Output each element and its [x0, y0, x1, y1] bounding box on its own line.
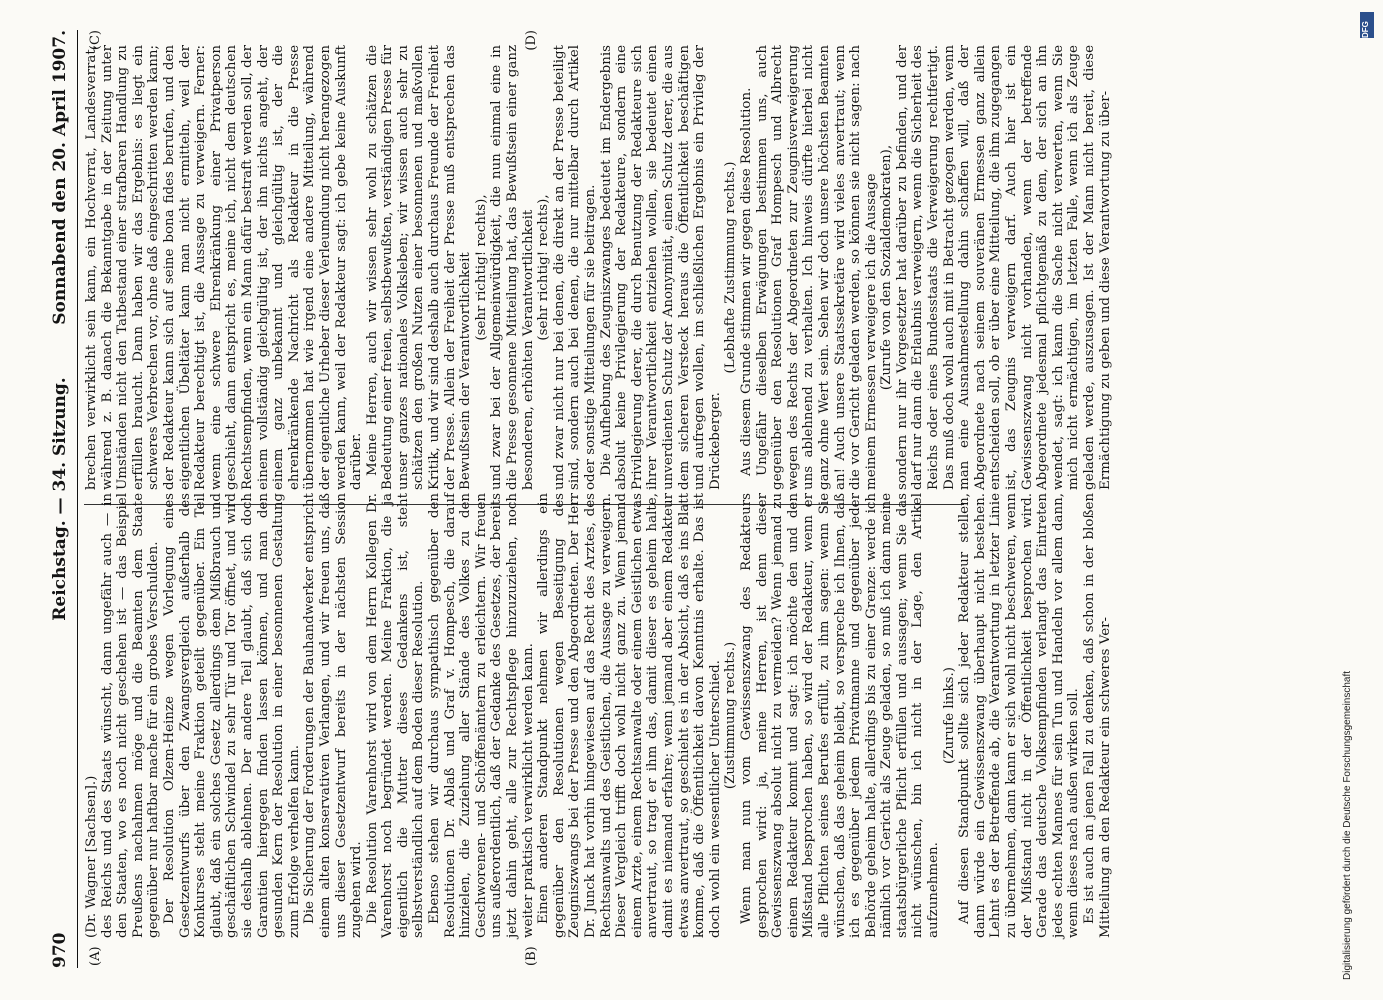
page-header: [46, 30, 74, 968]
paragraph: Der Resolution Olzem-Heinze wegen Vorlegung eines Gesetzentwurfs über den Zwangsvergleich außerhalb des Konkurses steht meine Fraktion geteilt gegenüber. Ein Teil glaubt, daß ein solches Gesetz allerdings dem Mißbrauch und geschäftlichen Schwindel zu sehr Tür und Tor öffnet, und wird sie deshalb ablehnen. Der andere Teil glaubt, daß sich doch Garantien hiergegen finden lassen können, und man den gesunden Kern der Resolution in einer besonnenen Gestaltung zum Erfolge verhelfen kann.: [161, 493, 302, 938]
digitization-note: Digitalisierung gefördert durch die Deutsche Forschungsgemeinschaft: [1342, 670, 1353, 980]
paragraph: Aus diesem Grunde stimmen wir gegen diese Resolution.: [738, 87, 754, 476]
paragraph: brechen verwirklicht sein kann, ein Hochverrat, Landesverrat, während z. B. danach die Bekanntgabe in der Zeitung unter Umständen nicht den Tatbestand einer strafbaren Handlung zu erfüllen braucht. Dann haben wir das Ergebnis: es liegt ein schweres Verbrechen vor, ohne daß eingeschritten werden kann; der Redakteur kann sich auf seine bona fides berufen, und den eigentlichen Übeltäter kann man nicht ermitteln, weil der Redakteur berechtigt ist, die Aussage zu verweigern. Ferner: wenn eine schwere Ehrenkränkung einer Privatperson geschieht, dann entspricht es, meine ich, nicht dem deutschen Rechtsempfinden, wenn ein Mann dafür bestraft werden soll, der einem vollständig gleichgültig ist, der ihn nichts angeht, der einem ganz unbekannt und gleichgültig ist, der die ehrenkränkende Nachricht als Redakteur in die Presse übernommen hat wie irgend eine andere Mitteilung, während der eigentliche Urheber dieser Verleumdung nicht herangezogen werden kann, weil der Redakteur sagt: ich gebe keine Auskunft darüber.: [84, 45, 365, 490]
paragraph: Einen anderen Standpunkt nehmen wir allerdings ein gegenüber den Resolutionen wegen Beseitigung des Zeugniszwangs bei der Presse und den Abgeordneten. Der Herr Dr. Junck hat vorhin hingewiesen auf das Recht des Arztes, des Rechtsanwalts und des Geistlichen, die Aussage zu verweigern. Dieser Vergleich trifft doch wohl nicht ganz zu. Wenn jemand einem Arzte, einem Rechtsanwalte oder einem Geistlichen etwas anvertraut, so tragt er ihm das, damit dieser es geheim halte, damit es niemand erfahre; wenn jemand aber einem Redakteur etwas anvertraut, so geschieht es in der Absicht, daß es ins Blatt komme, daß die Öffentlichkeit davon Kenntnis erhalte. Das ist doch wohl ein wesentlicher Unterschied.: [536, 493, 723, 938]
running-title: Reichstag. — 34. Sitzung.: [50, 377, 70, 621]
paragraph: Ungefähr dieselben Erwägungen bestimmen uns, auch gegenüber den Resolutionen Graf Hompesch und Albrecht wegen des Rechts der Abgeordneten zur Zeugnisverweigerung uns ablehnend zu verhalten. Ich hinweis dürfte hierbei nicht ganz ohne Wert sein. Sehen wir doch unsere höchsten Beamten an! Auch unsere Staatssekretäre wird vieles anvertraut; wenn die vor Gericht geladen werden, so können sie nicht sagen: nach meinem Ermessen verweigere ich die Aussage: [754, 45, 879, 490]
margin-marker-a: (A): [88, 946, 103, 966]
paragraph: Ebenso stehen wir durchaus sympathisch gegenüber den Resolutionen Dr. Ablaß und Graf v. Hompesch, die darauf hinzielen, die Zuziehung aller Stände des Volkes zu den Geschworenen- und Schöffenämtern zu erleichtern. Wir freuen uns außerordentlich, daß der Gedanke des Gesetzes, der bereits jetzt dahin geht, alle zur Rechtspflege hinzuzuziehen, noch weiter praktisch verwirklicht werden kann.: [427, 493, 536, 938]
header-rule: [77, 30, 78, 968]
paragraph: Die Aufhebung des Zeugniszwanges bedeutet im Endergebnis absolut keine Privilegierung der Redakteure, sondern eine Privilegierung derer, die durch Benutzung der Redakteure sich ihrer Verantwortlichkeit entziehen wollen, sie bedeutet einen unverdienten Schutz der Anonymität, einen Schutz derer, die aus dem sicheren Versteck heraus die Öffentlichkeit beschäftigen und aufregen wollen, im schließlichen Ergebnis ein Privileg der Drückeberger.: [598, 45, 723, 490]
paragraph: sondern nur ihr Vorgesetzter hat darüber zu befinden, und der darf nur dann die Erlaubnis verweigern, wenn die Sicherheit des Reichs oder eines Bundesstaats die Verweigerung rechtfertigt. Das muß doch wohl auch mit in Betracht gezogen werden, wenn man eine Ausnahmestellung dahin schaffen will, daß der Abgeordnete nach seinem souveränen Ermessen ganz allein entscheiden soll, ob er über eine Mitteilung, die ihm zugegangen ist, das Zeugnis verweigern darf. Auch hier ist ein Gewissenszwang nicht vorhanden, wenn der betreffende Abgeordnete jedesmal pflichtgemäß zu dem, der sich an ihn wendet, sagt: ich kann die Sache nicht verwerten, wenn Sie mich nicht ermächtigen, im letzten Falle, wenn ich als Zeuge geladen werde, auszusagen. Ist der Mann nicht bereit, diese Ermächtigung zu geben und diese Verantwortung zu über-: [894, 45, 1113, 490]
left-column: [84, 493, 1113, 938]
interjection: (sehr richtig! rechts),: [473, 194, 489, 341]
paragraph: Es ist auch an jenen Fall zu denken, daß schon in der bloßen Mitteilung an den Redakteur ein schweres Ver-: [1082, 493, 1113, 938]
interjection: (sehr richtig! rechts),: [536, 194, 552, 341]
dfg-logo-text: DFG: [1361, 21, 1370, 38]
speaker-bracket: (Dr. Wagner [Sachsen].): [84, 775, 99, 938]
paragraph: Die Resolution Varenhorst wird von dem Herrn Kollegen Dr. Varenhorst noch begründet werden. Meine Fraktion, die ja eigentlich die Mutter dieses Gedankens ist, steht selbstverständlich auf dem Boden dieser Resolution.: [364, 493, 427, 938]
margin-marker-d: (D): [524, 30, 539, 51]
margin-marker-b: (B): [524, 946, 539, 966]
paragraph: Meine Herren, auch wir wissen sehr wohl zu schätzen die Bedeutung einer freien, selbstbewußten, verständigen Presse für unser ganzes nationales Volksleben; wir wissen auch sehr zu schätzen den großen Nutzen einer besonnenen und maßvollen Kritik, und wir sind deshalb auch durchaus Freunde der Freiheit der Presse. Allein der Freiheit der Presse muß entsprechen das Bewußtsein der Verantwortlichkeit: [364, 45, 474, 490]
paragraph: Die Sicherung der Forderungen der Bauhandwerker entspricht einem alten konservativen Verlangen, und wir freuen uns, daß uns dieser Gesetzentwurf bereits in der nächsten Session zugehen wird.: [302, 493, 365, 938]
paragraph: und zwar bei der Allgemeinwürdigkeit, die nun einmal eine in die Presse gesonnene Mitteilung hat, das Bewußtsein einer ganz besonderen, erhöhten Verantwortlichkeit: [489, 45, 536, 490]
session-date: Sonnabend den 20. April 1907.: [50, 30, 70, 325]
page: [46, 30, 1309, 968]
interjection: (Zurufe von den Sozialdemokraten),: [879, 144, 895, 391]
paragraph: und zwar nicht nur bei denen, die direkt an der Presse beteiligt sind, sondern auch bei denen, die nur mittelbar durch Artikel oder sonstige Mitteilungen für sie beitragen.: [551, 45, 598, 490]
paragraph: Wenn man nun vom Gewissenszwang des Redakteurs gesprochen wird: ja, meine Herren, ist denn dieser Gewissenszwang absolut nicht zu vermeiden? Wenn jemand zu einem Redakteur kommt und sagt: ich möchte den und den Mißstand besprochen haben, so wird der Redakteur, wenn er alle Pflichten seines Berufes erfüllt, zu ihm sagen: wenn Sie wünschen, daß das geheim bleibt, so verspreche ich Ihnen, daß ich es gegenüber jedem Privatmanne und gegenüber jeder Behörde geheim halte, allerdings bis zu einer Grenze: werde ich nämlich vor Gericht als Zeuge geladen, so muß ich dann meine staatsbürgerliche Pflicht erfüllen und aussagen; wenn Sie das nicht wünschen, bin ich nicht in der Lage, den Artikel aufzunehmen.: [738, 493, 942, 938]
paragraph: Auf diesen Standpunkt sollte sich jeder Redakteur stellen, dann würde ein Gewissenszwang überhaupt nicht bestehen. Lehnt es der Betreffende ab, die Verantwortung in letzter Linie zu übernehmen, dann kann er sich wohl nicht beschweren, wenn der Mißstand nicht in der Öffentlichkeit besprochen wird. Gerade das deutsche Volksempfinden verlangt das Eintreten jedes echten Mannes für sein Tun und Handeln vor allem dann, wenn dieses nach außen wirken soll.: [957, 493, 1082, 938]
right-column: [84, 45, 1113, 490]
interjection: (Lebhafte Zustimmung rechts.): [723, 161, 739, 374]
interjection: (Zurufe links.): [941, 667, 957, 764]
dfg-logo: [1360, 12, 1374, 38]
margin-marker-c: (C): [88, 30, 103, 51]
page-number: 970: [50, 932, 70, 968]
paragraph: des Reichs und des Staats wünscht, dann ungefähr auch — in den Staaten, wo es noch nicht geschehen ist — das Beispiel Preußens nachahmen möge und die Beamten dem Staate gegenüber nur haftbar mache für ein grobes Verschulden.: [99, 493, 162, 938]
interjection: (Zustimmung rechts.): [723, 641, 739, 790]
